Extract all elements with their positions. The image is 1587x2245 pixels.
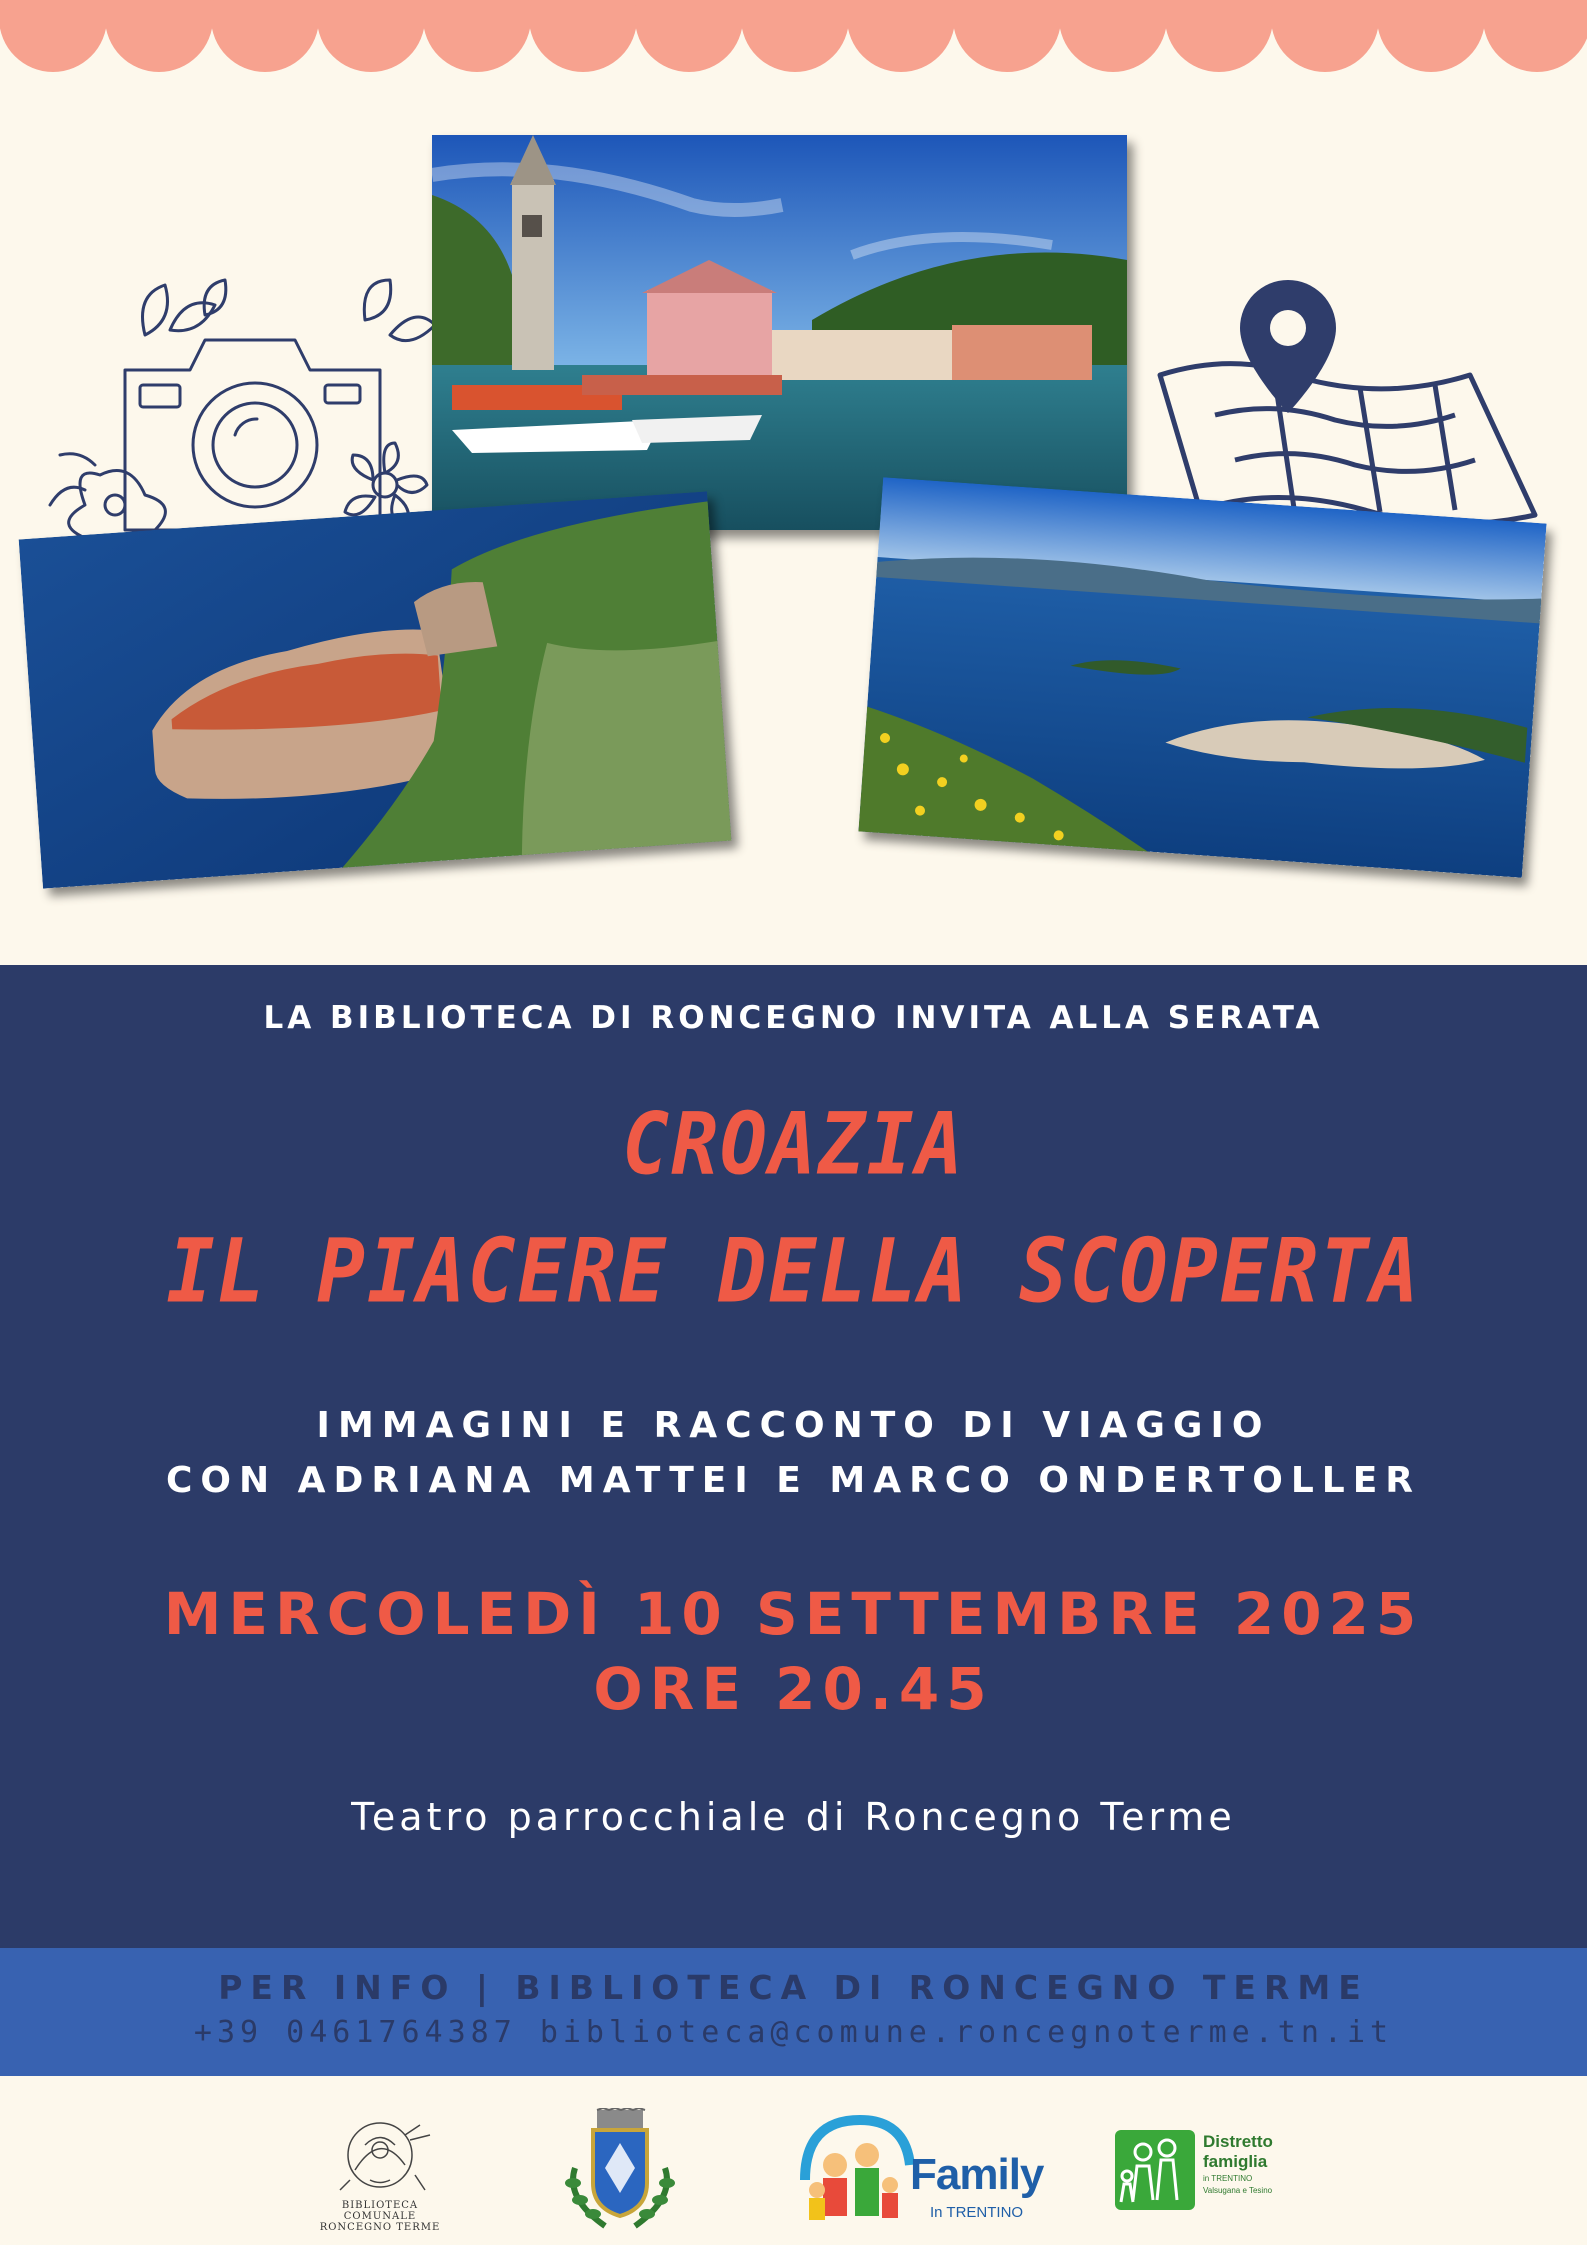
distretto-famiglia-logo (1115, 2120, 1290, 2220)
family-logo-sub: In TRENTINO (930, 2204, 1024, 2221)
scallop-bump (211, 0, 319, 72)
scallop-bump (317, 0, 425, 72)
invite-line: LA BIBLIOTECA DI RONCEGNO INVITA ALLA SERATA (263, 1000, 1324, 1036)
scallop-bump (1271, 0, 1379, 72)
distretto-logo-line-4: Valsugana e Tesino (1203, 2186, 1273, 2195)
distretto-logo-line-2: famiglia (1203, 2152, 1268, 2171)
library-logo-text-1: BIBLIOTECA COMUNALE (341, 2200, 419, 2222)
scallop-bump (1059, 0, 1167, 72)
photo-islands (858, 477, 1546, 878)
title-line-1: CROAZIA (622, 1095, 965, 1195)
event-venue: Teatro parrocchiale di Roncegno Terme (351, 1795, 1236, 1839)
photo-dubrovnik (19, 491, 732, 888)
event-date: MERCOLEDÌ 10 SETTEMBRE 2025 (163, 1580, 1424, 1648)
scallop-bump (1483, 0, 1587, 72)
scallop-bump (529, 0, 637, 72)
family-in-trentino-logo (795, 2110, 1060, 2235)
camera-flowers-icon (40, 275, 440, 550)
distretto-logo-line-1: Distretto (1203, 2132, 1273, 2151)
subtitle-line-1: IMMAGINI E RACCONTO DI VIAGGIO (316, 1405, 1271, 1446)
photo-harbor-town (432, 135, 1127, 530)
coat-of-arms-logo (555, 2108, 685, 2233)
scallop-bump (741, 0, 849, 72)
event-time: ORE 20.45 (593, 1655, 994, 1723)
title-line-2: IL PIACERE DELLA SCOPERTA (166, 1220, 1421, 1323)
library-logo-text-2: RONCEGNO TERME (319, 2222, 441, 2233)
family-logo-main: Family (910, 2150, 1044, 2199)
scallop-bump (847, 0, 955, 72)
scallop-border (0, 0, 1587, 90)
scallop-bump (635, 0, 743, 72)
subtitle-line-2: CON ADRIANA MATTEI E MARCO ONDERTOLLER (165, 1460, 1422, 1501)
scallop-bump (953, 0, 1061, 72)
scallop-bump (423, 0, 531, 72)
scallop-bump (1165, 0, 1273, 72)
scallop-bump (1377, 0, 1485, 72)
info-contacts[interactable]: +39 0461764387 biblioteca@comune.roncegnoterme.tn.it (193, 2015, 1394, 2050)
library-logo (310, 2110, 450, 2233)
scallop-bump (105, 0, 213, 72)
distretto-logo-line-3: in TRENTINO (1203, 2174, 1253, 2183)
info-title: PER INFO | BIBLIOTECA DI RONCEGNO TERME (218, 1968, 1369, 2007)
scallop-bump (0, 0, 107, 72)
